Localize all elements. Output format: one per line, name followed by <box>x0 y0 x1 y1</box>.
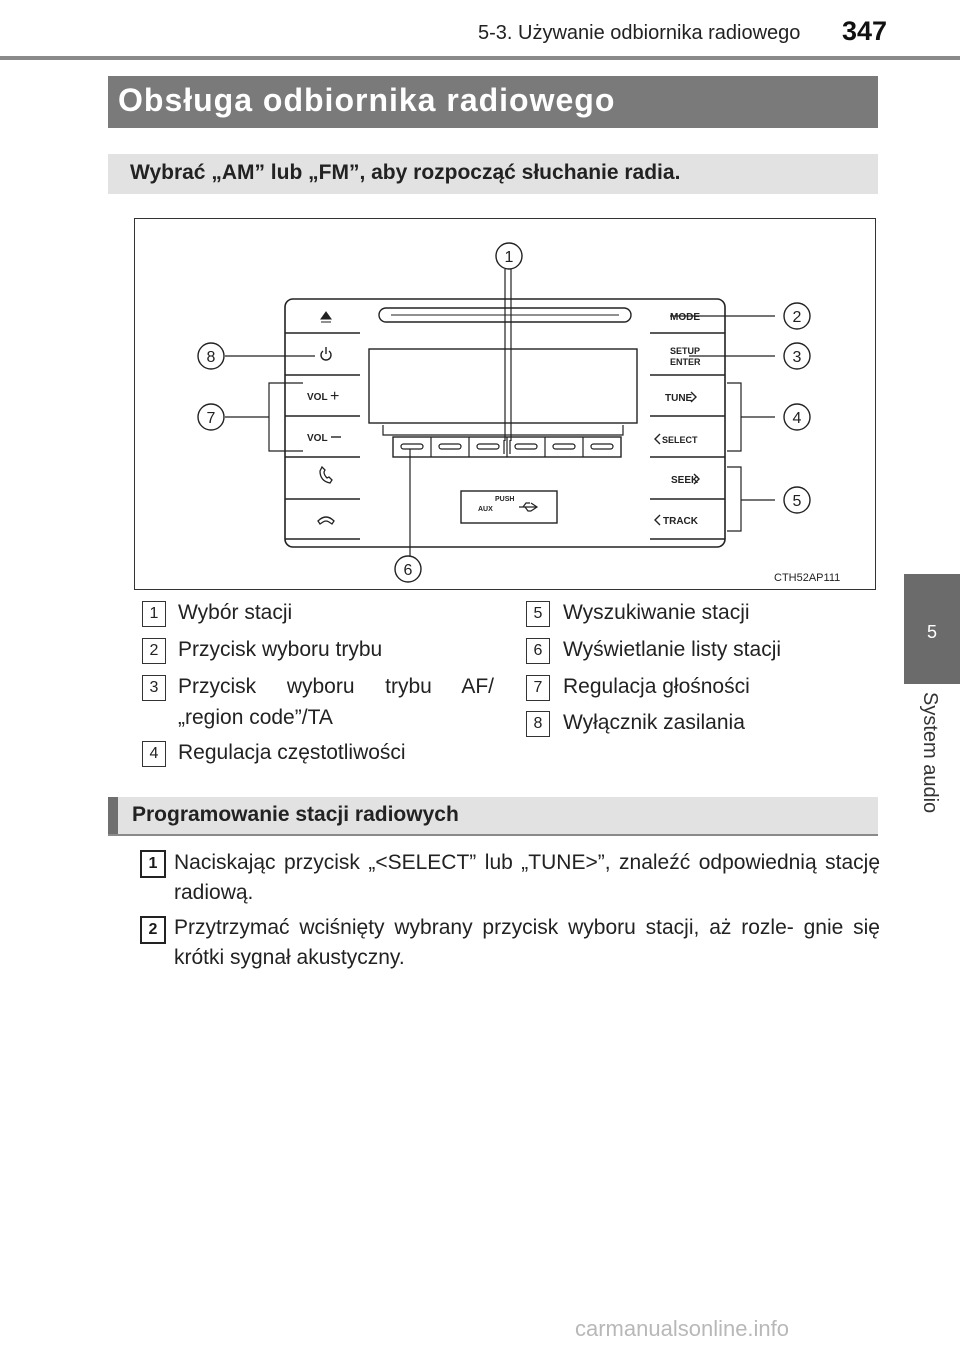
radio-illustration <box>135 219 875 589</box>
legend-text-8: Wyłącznik zasilania <box>563 711 745 734</box>
seek-label: SEEK <box>671 475 699 486</box>
step-text-2: Przytrzymać wciśnięty wybrany przycisk wyboru stacji, aż rozle- gnie się krótki sygnał akustyczny. <box>174 916 880 969</box>
legend-num-5: 5 <box>526 601 550 627</box>
watermark: carmanualsonline.info <box>575 1316 790 1341</box>
callout-8: 8 <box>206 349 216 366</box>
display-screen <box>369 349 637 423</box>
callout-2: 2 <box>792 309 802 326</box>
legend-num-7: 7 <box>526 675 550 701</box>
section-title: 5-3. Używanie odbiornika radiowego <box>478 22 801 44</box>
step-text-1: Naciskając przycisk „<SELECT” lub „TUNE>”, znaleźć odpowiednią stację radiową. <box>174 851 880 904</box>
select-label: SELECT <box>662 435 698 445</box>
callout-4: 4 <box>792 410 802 427</box>
plus-icon: + <box>330 388 340 405</box>
header-rule <box>0 56 960 60</box>
callout-6: 6 <box>403 562 413 579</box>
legend-num-3: 3 <box>142 675 166 701</box>
step-num-2: 2 <box>140 916 166 944</box>
chapter-number: 5 <box>926 622 937 642</box>
callout-1: 1 <box>504 249 514 266</box>
legend-num-2: 2 <box>142 638 166 664</box>
push-label: PUSH <box>495 496 515 503</box>
programming-heading: Programowanie stacji radiowych <box>132 803 459 826</box>
legend-text-3: Przycisk wyboru trybu AF/ <box>178 675 494 698</box>
chapter-label: System audio <box>919 692 941 814</box>
callout-3: 3 <box>792 349 802 366</box>
legend-num-4: 4 <box>142 741 166 767</box>
step-num-1: 1 <box>140 850 166 878</box>
track-label: TRACK <box>663 516 698 527</box>
legend-text-6: Wyświetlanie listy stacji <box>563 638 782 661</box>
mode-label: MODE <box>670 312 700 323</box>
radio-figure <box>134 218 876 590</box>
legend-num-8: 8 <box>526 711 550 737</box>
enter-label: ENTER <box>670 357 701 367</box>
intro-heading: Wybrać „AM” lub „FM”, aby rozpocząć słuchanie radia. <box>130 161 681 184</box>
legend-num-6: 6 <box>526 638 550 664</box>
legend-text-2: Przycisk wyboru trybu <box>178 638 383 661</box>
callout-7: 7 <box>206 410 216 427</box>
programming-heading-accent <box>108 797 118 835</box>
vol-up-label: VOL <box>307 392 328 403</box>
legend-text-5: Wyszukiwanie stacji <box>563 601 750 624</box>
setup-label: SETUP <box>670 346 701 356</box>
legend-text-3b: „region code”/TA <box>178 706 333 729</box>
page-number: 347 <box>842 16 888 46</box>
legend-text-7: Regulacja głośności <box>563 675 750 698</box>
vol-down-label: VOL <box>307 433 328 444</box>
legend-text-1: Wybór stacji <box>178 601 293 624</box>
legend-text-4: Regulacja częstotliwości <box>178 741 406 764</box>
page-title: Obsługa odbiornika radiowego <box>118 82 616 118</box>
callout-5: 5 <box>792 493 802 510</box>
programming-heading-rule <box>108 834 878 836</box>
legend-num-1: 1 <box>142 601 166 627</box>
aux-label: AUX <box>478 506 493 513</box>
tune-label: TUNE <box>665 393 693 404</box>
figure-code: CTH52AP111 <box>774 572 841 584</box>
